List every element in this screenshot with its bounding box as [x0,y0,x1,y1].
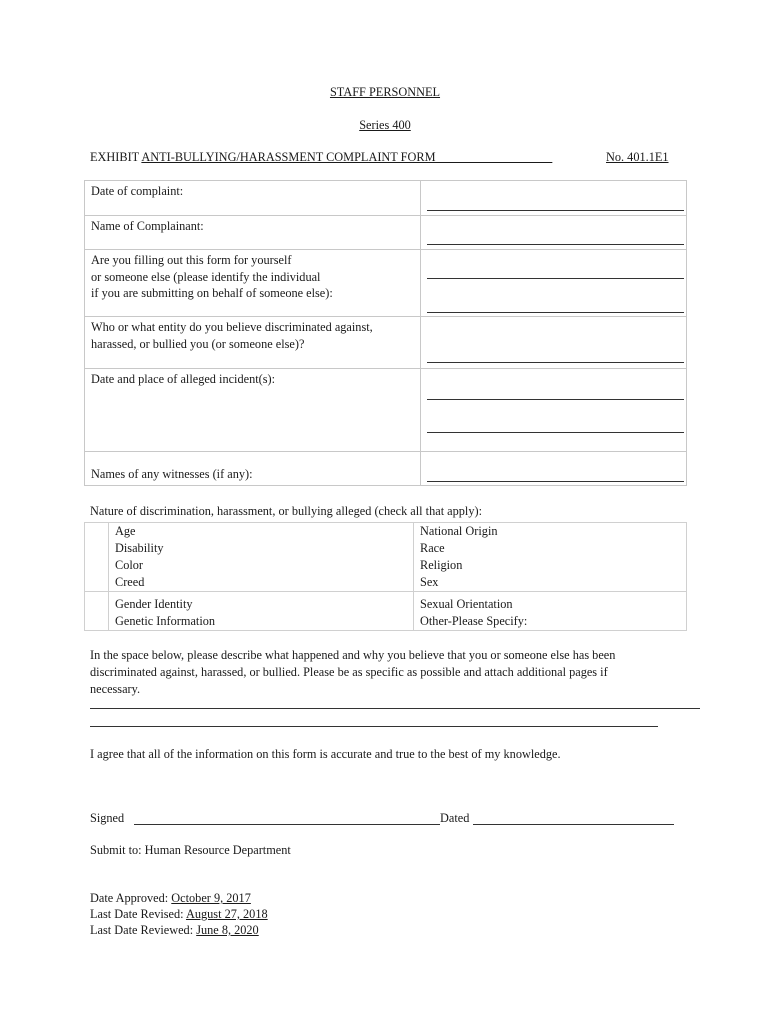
label-entity [85,317,421,369]
answer-line[interactable] [427,210,684,211]
label-name-of-complainant [85,216,421,250]
label-line: harassed, or bullied you (or someone else)? [91,336,305,351]
option-race[interactable]: Race [420,541,445,555]
description-answer-line-1[interactable] [90,708,700,709]
complaint-info-table [84,180,687,486]
option-color: Color [115,558,144,572]
checkbox-cell[interactable] [85,592,109,631]
row-name-of-complainant [85,216,687,250]
exhibit-title-underline [436,150,553,164]
row-date-of-complaint [85,181,687,216]
field-date-place[interactable] [421,369,687,452]
checkbox-age[interactable] [91,523,102,540]
series-heading: Series 400 [359,118,411,132]
label-text: Names of any witnesses (if any): [91,467,253,482]
label-line: if you are submitting on behalf of someone else): [91,286,333,301]
signature-line[interactable] [134,824,440,825]
exhibit-heading [90,149,552,166]
answer-line[interactable] [427,362,684,363]
nature-row-2 [85,592,687,631]
exhibit-number-wrap [606,149,669,166]
answer-line[interactable] [427,399,684,400]
label-witnesses [85,452,421,486]
label-date-place [85,369,421,452]
description-line-1: In the space below, please describe what happened and why you believe that you or someone else has been [90,648,616,662]
option-age: Age [115,524,136,538]
label-date-of-complaint [85,181,421,216]
staff-personnel-heading: STAFF PERSONNEL [329,85,441,99]
series-heading-wrap [0,117,770,134]
nature-row-1 [85,523,687,592]
field-entity[interactable] [421,317,687,369]
document-title [0,84,770,101]
date-revised-label: Last Date Revised: [90,907,184,921]
checkbox-creed[interactable] [91,574,102,591]
label-line: Are you filling out this form for yourself [91,253,292,267]
option-other-specify[interactable]: Other-Please Specify: [420,614,528,628]
checkbox-genetic-information[interactable] [91,613,102,630]
label-text: Date of complaint: [91,184,184,198]
option-creed: Creed [115,575,145,589]
checkbox-gender-identity[interactable] [91,596,102,613]
submit-to: Submit to: Human Resource Department [90,843,291,857]
date-approved-label: Date Approved: [90,891,169,905]
options-left-2 [109,592,414,631]
checkbox-color[interactable] [91,557,102,574]
option-gender-identity: Gender Identity [115,597,193,611]
option-genetic-information: Genetic Information [115,614,216,628]
answer-line[interactable] [427,244,684,245]
option-religion[interactable]: Religion [420,558,463,572]
exhibit-number: No. 401.1E1 [606,150,669,164]
signed-label: Signed [90,811,125,825]
label-text: Name of Complainant: [91,219,204,233]
field-witnesses[interactable] [421,452,687,486]
field-name-of-complainant[interactable] [421,216,687,250]
checkbox-disability[interactable] [91,540,102,557]
exhibit-title: ANTI-BULLYING/HARASSMENT COMPLAINT FORM [141,150,436,164]
date-reviewed-label: Last Date Reviewed: [90,923,194,937]
row-date-place [85,369,687,452]
description-answer-line-2[interactable] [90,726,658,727]
checkbox-cell[interactable] [85,523,109,592]
answer-line[interactable] [427,278,684,279]
option-disability: Disability [115,541,164,555]
option-sex[interactable]: Sex [420,575,439,589]
date-approved-value: October 9, 2017 [171,891,251,905]
date-approved [90,890,251,907]
date-line[interactable] [473,824,674,825]
option-national-origin[interactable]: National Origin [420,524,498,538]
agreement-statement: I agree that all of the information on this form is accurate and true to the best of my knowledge. [90,747,561,761]
date-reviewed [90,922,259,939]
label-text: Date and place of alleged incident(s): [91,372,276,386]
options-right-1 [414,523,687,592]
description-line-2: discriminated against, harassed, or bullied. Please be as specific as possible and attach additional pages if [90,665,608,679]
label-filling-for [85,250,421,317]
answer-line[interactable] [427,481,684,482]
date-revised [90,906,268,923]
field-filling-for[interactable] [421,250,687,317]
label-line: or someone else (please identify the individual [91,269,321,284]
option-sexual-orientation[interactable]: Sexual Orientation [420,597,513,611]
answer-line[interactable] [427,312,684,313]
field-date-of-complaint[interactable] [421,181,687,216]
exhibit-prefix: EXHIBIT [90,150,139,164]
options-left-1 [109,523,414,592]
nature-checklist [84,522,687,631]
options-right-2 [414,592,687,631]
date-reviewed-value: June 8, 2020 [196,923,259,937]
row-filling-for [85,250,687,317]
nature-heading: Nature of discrimination, harassment, or bullying alleged (check all that apply): [90,504,483,518]
label-line: Who or what entity do you believe discriminated against, [91,320,373,334]
answer-line[interactable] [427,432,684,433]
description-line-3: necessary. [90,682,141,696]
row-witnesses [85,452,687,486]
date-revised-value: August 27, 2018 [185,907,268,921]
row-entity [85,317,687,369]
dated-label: Dated [440,811,470,825]
